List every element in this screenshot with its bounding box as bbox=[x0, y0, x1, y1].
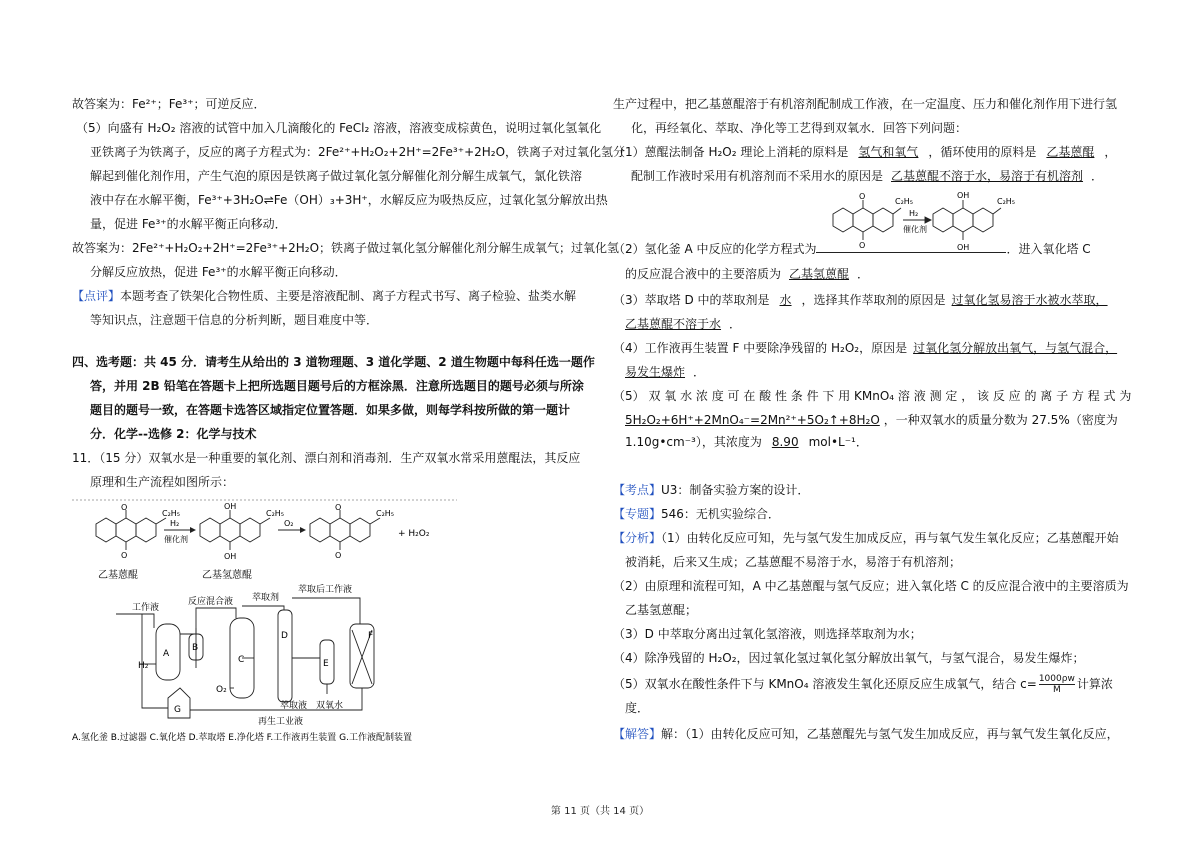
molecule-ethylhydroanthraquinone bbox=[200, 510, 270, 550]
question-part-2 bbox=[613, 240, 1091, 257]
flow-label: 工作液 bbox=[132, 603, 160, 613]
question-part-3b bbox=[625, 316, 741, 332]
question-part-4 bbox=[613, 340, 1123, 356]
tag-text: 546：无机实验综合． bbox=[661, 507, 780, 521]
review-line: 等知识点，注意题干信息的分析判断，题目难度中等． bbox=[90, 313, 379, 327]
oxygen-label: O bbox=[335, 503, 342, 512]
hydroxyl-label: OH bbox=[224, 502, 237, 511]
unit-label: C bbox=[238, 655, 245, 665]
analysis-text: （5）双氧水在酸性条件下与 KMnO₄ 溶液发生氧化还原反应生成氧气，结合 c= bbox=[613, 677, 1037, 691]
flow-label: 再生工业液 bbox=[258, 717, 304, 727]
question-stem: 11．（15 分）双氧水是一种重要的氧化剂、漂白剂和消毒剂．生产双氧水常采用蒽醌法，其反应 bbox=[72, 451, 581, 465]
ethyl-label: C₂H₅ bbox=[162, 509, 181, 518]
prompt-text: 的反应混合液中的主要溶质为 bbox=[625, 267, 782, 281]
page-footer: 第 11 页（共 14 页） bbox=[550, 806, 650, 817]
analysis-line: （2）由原理和流程可知，A 中乙基蒽醌与氢气反应；进入氧化塔 C 的反应混合液中的主要溶质为 bbox=[613, 579, 1129, 593]
question-part-2b bbox=[625, 266, 869, 282]
unit-label: A bbox=[163, 649, 170, 659]
answer-blank: 5H₂O₂+6H⁺+2MnO₄⁻=2Mn²⁺+5O₂↑+8H₂O bbox=[625, 413, 880, 427]
section-heading: 分．化学--选修 2：化学与技术 bbox=[90, 427, 257, 441]
section-heading: 题目的题号一致，在答题卡选答区域指定位置答题．如果多做，则每学科按所做的第一题计 bbox=[90, 403, 571, 417]
analysis-line: 度． bbox=[625, 701, 650, 715]
reagent-label: H₂ bbox=[909, 209, 919, 218]
svg-text:O: O bbox=[859, 192, 866, 201]
unit-label: F bbox=[368, 631, 374, 641]
analysis-line: 被消耗，后来又生成；乙基蒽醌不易溶于水，易溶于有机溶剂； bbox=[625, 555, 962, 569]
fraction-numerator: 1000ρw bbox=[1038, 674, 1075, 684]
svg-text:C₂H₅: C₂H₅ bbox=[895, 197, 914, 206]
flow-diagram bbox=[72, 498, 462, 748]
molecule-ethylanthraquinone bbox=[96, 510, 166, 550]
question-stem: 原理和生产流程如图所示： bbox=[90, 475, 235, 489]
question-part-5b bbox=[625, 412, 1118, 428]
tag-label: 【考点】 bbox=[613, 483, 662, 497]
solution-text: 解：（1）由转化反应可知，乙基蒽醌先与氢气发生加成反应，再与氧气发生氧化反应， bbox=[661, 727, 1119, 741]
unit-label: B bbox=[192, 643, 199, 653]
tag-label: 【分析】 bbox=[613, 531, 662, 545]
flow-label: 萃取剂 bbox=[252, 593, 280, 603]
prompt-text: （2）氢化釜 A 中反应的化学方程式为 bbox=[613, 242, 817, 256]
fraction-denominator: M bbox=[1052, 685, 1061, 695]
review-tag: 【点评】 bbox=[72, 289, 121, 303]
question-part-5: （5） 双 氧 水 浓 度 可 在 酸 性 条 件 下 用 KMnO₄ 溶 液 测 定 ， 该 反 应 的 离 子 方 程 式 为 bbox=[613, 389, 1132, 403]
analysis-line bbox=[613, 674, 1113, 695]
molecule-ethylanthraquinone-regenerated bbox=[310, 510, 380, 550]
hydroxyl-label: OH bbox=[224, 552, 237, 561]
reagent-label: H₂ bbox=[170, 519, 180, 528]
answer-blank bbox=[816, 240, 1006, 253]
tag-text: U3：制备实验方案的设计． bbox=[661, 483, 810, 497]
unit-label: E bbox=[323, 659, 329, 669]
question-part-5c bbox=[625, 434, 868, 450]
topic bbox=[613, 506, 780, 522]
answer-blank: 乙基蒽醌不溶于水 bbox=[625, 317, 722, 331]
tag-label: 【专题】 bbox=[613, 507, 662, 521]
prompt-text: （1）蒽醌法制备 H₂O₂ 理论上消耗的原料是 bbox=[613, 145, 849, 159]
flow-label: 萃取液 bbox=[280, 701, 308, 711]
ethyl-label: C₂H₅ bbox=[376, 509, 395, 518]
compound-name: 乙基蒽醌 bbox=[98, 570, 138, 581]
prompt-text: ， bbox=[1104, 145, 1117, 159]
reagent-label: O₂ bbox=[284, 519, 294, 528]
analysis-line: （3）D 中萃取分离出过氧化氢溶液，则选择萃取剂为水； bbox=[613, 627, 922, 641]
analysis bbox=[613, 530, 1119, 546]
answer-blank: 乙基蒽醌 bbox=[1046, 145, 1095, 159]
flow-label: O₂ bbox=[216, 685, 227, 695]
compound-name: 乙基氢蒽醌 bbox=[202, 570, 252, 581]
prompt-text: ，选择其作萃取剂的原因是 bbox=[801, 293, 946, 307]
flow-label: 双氧水 bbox=[316, 701, 344, 711]
answer-line: 故答案为：Fe²⁺；Fe³⁺；可逆反应． bbox=[72, 97, 266, 111]
figure-caption: A.氢化釜 B.过滤器 C.氧化塔 D.萃取塔 E.净化塔 F.工作液再生装置 G.工作液配制装置 bbox=[72, 733, 412, 743]
answer-blank: 水 bbox=[779, 293, 792, 307]
flow-label: 反应混合液 bbox=[188, 597, 234, 607]
answer-blank: 过氧化氢分解放出氧气，与氢气混合， bbox=[913, 341, 1118, 355]
flow-label: 萃取后工作液 bbox=[298, 585, 353, 595]
fraction bbox=[1039, 674, 1075, 695]
analysis-text: 计算浓 bbox=[1076, 677, 1113, 691]
equipment-lines bbox=[116, 598, 374, 718]
prompt-text: ．进入氧化塔 C bbox=[1006, 242, 1091, 256]
paragraph-line: 量，促进 Fe³⁺的水解平衡正向移动． bbox=[90, 217, 287, 231]
prompt-text: ． bbox=[693, 365, 706, 379]
prompt-text: 1.10g•cm⁻³），其浓度为 bbox=[625, 435, 762, 449]
analysis-text: （1）由转化反应可知，先与氢气发生加成反应，再与氧气发生氧化反应；乙基蒽醌开始 bbox=[661, 531, 1119, 545]
unit-label: D bbox=[281, 631, 288, 641]
paragraph-line: 解起到催化剂作用，产生气泡的原因是铁离子做过氧化氢分解催化剂分解生成氧气，氯化铁溶 bbox=[90, 169, 583, 183]
prompt-text: ． bbox=[729, 317, 742, 331]
paragraph-line: 亚铁离子为铁离子，反应的离子方程式为：2Fe²⁺+H₂O₂+2H⁺=2Fe³⁺+2H₂O，铁离子对过氧化氢分 bbox=[90, 145, 626, 159]
prompt-text: 配制工作液时采用有机溶剂而不采用水的原因是 bbox=[631, 169, 884, 183]
section-heading: 答，并用 2B 铅笔在答题卡上把所选题目题号后的方框涂黑．注意所选题目的题号必须与所涂 bbox=[90, 379, 584, 393]
answer-blank: 8.90 bbox=[771, 435, 799, 449]
knowledge-point bbox=[613, 482, 809, 498]
prompt-text: ，一种双氧水的质量分数为 27.5%（密度为 bbox=[883, 413, 1118, 427]
question-part-3 bbox=[613, 292, 1114, 308]
question-part-4b bbox=[625, 364, 705, 380]
answer-line: 故答案为：2Fe²⁺+H₂O₂+2H⁺=2Fe³⁺+2H₂O；铁离子做过氧化氢分解催化剂分解生成氧气；过氧化氢 bbox=[72, 241, 620, 255]
answer-blank: 过氧化氢易溶于水被水萃取， bbox=[951, 293, 1108, 307]
question-part-1b bbox=[631, 168, 1103, 184]
answer-blank: 乙基氢蒽醌 bbox=[789, 267, 850, 281]
svg-text:O: O bbox=[859, 241, 866, 250]
answer-blank: 氢气和氧气 bbox=[858, 145, 919, 159]
oxygen-label: O bbox=[121, 503, 128, 512]
solution bbox=[613, 726, 1119, 742]
catalyst-label: 催化剂 bbox=[903, 225, 927, 234]
answer-line: 分解反应放热，促进 Fe³⁺的水解平衡正向移动． bbox=[90, 265, 347, 279]
paragraph-line: 化，再经氧化、萃取、净化等工艺得到双氧水．回答下列问题： bbox=[631, 121, 968, 135]
answer-blank: 乙基蒽醌不溶于水，易溶于有机溶剂 bbox=[891, 169, 1084, 183]
paragraph-line: （5）向盛有 H₂O₂ 溶液的试管中加入几滴酸化的 FeCl₂ 溶液，溶液变成棕黄色，说明过氧化氢氧化 bbox=[76, 121, 602, 135]
answer-blank: 易发生爆炸 bbox=[625, 365, 686, 379]
section-heading: 四、选考题：共 45 分．请考生从给出的 3 道物理题、3 道化学题、2 道生物题中每科任选一题作 bbox=[72, 355, 595, 369]
prompt-text: mol•L⁻¹． bbox=[808, 435, 868, 449]
svg-text:C₂H₅: C₂H₅ bbox=[997, 197, 1016, 206]
oxygen-label: O bbox=[121, 551, 128, 560]
paragraph-line: 液中存在水解平衡，Fe³⁺+3H₂O⇌Fe（OH）₃+3H⁺，水解反应为吸热反应，过氧化氢分解放出热 bbox=[90, 193, 608, 207]
svg-text:OH: OH bbox=[957, 191, 970, 200]
prompt-text: （4）工作液再生装置 F 中要除净残留的 H₂O₂，原因是 bbox=[613, 341, 908, 355]
svg-text:OH: OH bbox=[957, 243, 970, 252]
flow-label: H₂ bbox=[138, 661, 149, 671]
ethyl-label: C₂H₅ bbox=[266, 509, 285, 518]
prompt-text: （3）萃取塔 D 中的萃取剂是 bbox=[613, 293, 770, 307]
tag-label: 【解答】 bbox=[613, 727, 662, 741]
prompt-text: ． bbox=[857, 267, 870, 281]
question-part-1 bbox=[613, 144, 1116, 160]
paragraph-line: 生产过程中，把乙基蒽醌溶于有机溶剂配制成工作液，在一定温度、压力和催化剂作用下进行氢 bbox=[613, 97, 1118, 111]
oxygen-label: O bbox=[335, 551, 342, 560]
review-line bbox=[72, 288, 576, 304]
analysis-line: （4）除净残留的 H₂O₂，因过氧化氢过氧化氢分解放出氧气，与氢气混合，易发生爆炸； bbox=[613, 651, 1085, 665]
analysis-line: 乙基氢蒽醌； bbox=[625, 603, 698, 617]
prompt-text: ． bbox=[1091, 169, 1104, 183]
unit-label: G bbox=[174, 705, 181, 715]
prompt-text: ，循环使用的原料是 bbox=[928, 145, 1037, 159]
catalyst-label: 催化剂 bbox=[164, 535, 188, 544]
process-figure bbox=[72, 498, 462, 751]
review-text: 本题考查了铁架化合物性质、主要是溶液配制、离子方程式书写、离子检验、盐类水解 bbox=[120, 289, 577, 303]
product-label: + H₂O₂ bbox=[398, 529, 430, 539]
